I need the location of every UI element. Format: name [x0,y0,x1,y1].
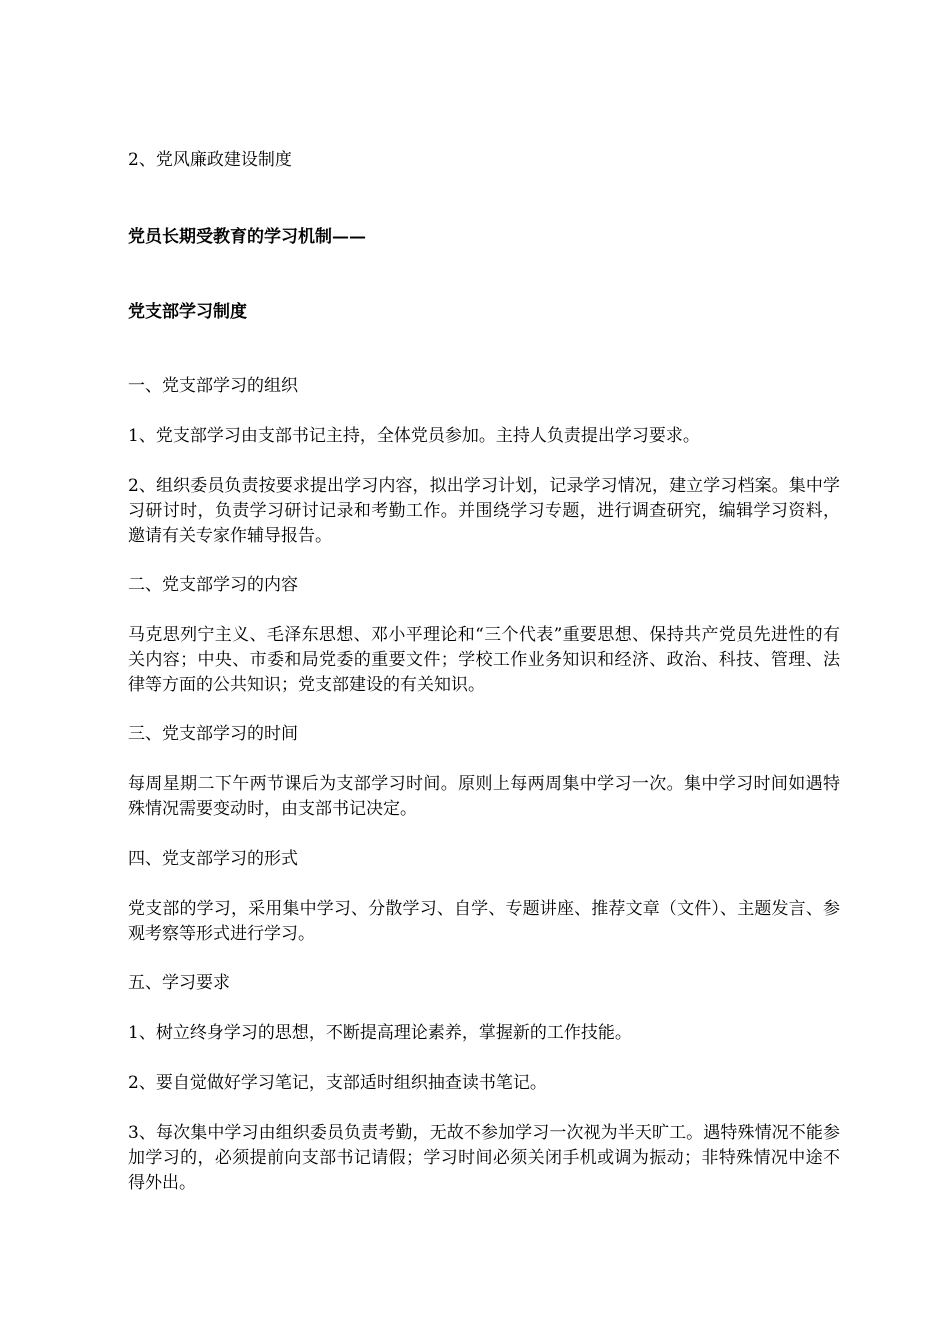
section-one-title: 一、党支部学习的组织 [128,376,298,396]
section-five-paragraph-3: 3、每次集中学习由组织委员负责考勤，无故不参加学习一次视为半天旷工。遇特殊情况不能参加学习的，必须提前向支部书记请假；学习时间必须关闭手机或调为振动；非特殊情况中途不得外出。 [128,1123,840,1193]
section-two-paragraph-1: 马克思列宁主义、毛泽东思想、邓小平理论和“三个代表”重要思想、保持共产党员先进性的有关内容；中央、市委和局党委的重要文件；学校工作业务知识和经济、政治、科技、管理、法律等方面的公共知识；党支部建设的有关知识。 [128,625,840,695]
section-two-title: 二、党支部学习的内容 [128,575,298,595]
section-four-paragraph-1: 党支部的学习，采用集中学习、分散学习、自学、专题讲座、推荐文章（文件）、主题发言、参观考察等形式进行学习。 [128,899,840,944]
item-two-title: 2、党风廉政建设制度 [128,150,292,170]
mechanism-heading: 党员长期受教育的学习机制—— [128,227,366,247]
section-five-title: 五、学习要求 [128,973,230,993]
section-four-title: 四、党支部学习的形式 [128,849,298,869]
section-five-paragraph-1: 1、树立终身学习的思想，不断提高理论素养，掌握新的工作技能。 [128,1023,632,1043]
section-five-paragraph-2: 2、要自觉做好学习笔记，支部适时组织抽查读书笔记。 [128,1073,547,1093]
section-one-paragraph-2: 2、组织委员负责按要求提出学习内容，拟出学习计划，记录学习情况，建立学习档案。集中学习研讨时，负责学习研讨记录和考勤工作。并围绕学习专题，进行调查研究，编辑学习资料，邀请有关专家作辅导报告。 [128,476,840,546]
section-three-paragraph-1: 每周星期二下午两节课后为支部学习时间。原则上每两周集中学习一次。集中学习时间如遇特殊情况需要变动时，由支部书记决定。 [128,774,840,819]
section-three-title: 三、党支部学习的时间 [128,724,298,744]
system-heading: 党支部学习制度 [128,302,247,322]
section-one-paragraph-1: 1、党支部学习由支部书记主持，全体党员参加。主持人负责提出学习要求。 [128,426,700,446]
